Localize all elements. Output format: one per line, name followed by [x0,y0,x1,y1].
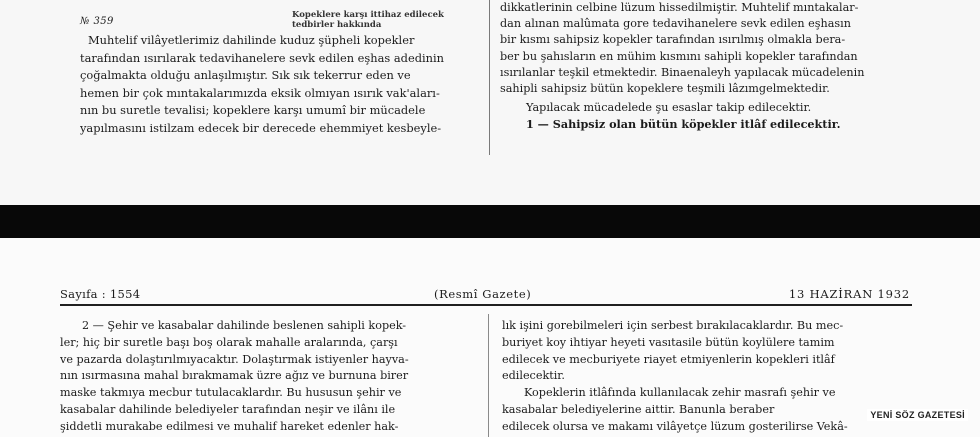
text-line: yapılmasını istilzam edecek bir derecede ehemmiyet kesbeyle- [80,120,442,135]
subject-line: tedbirler hakkında [292,20,382,30]
black-separator-band [0,205,980,238]
top-left-column [80,6,480,137]
text-line: sahipli sahipsiz bütün kopeklere teşmili lâzımgelmektedir. [500,82,830,96]
text-line: kasabalar belediyelerine aittir. Banunla beraber [502,402,775,416]
text-line: nın bu suretle tevalisi; kopeklere karşı umumî bir mücadele [80,103,426,117]
text-line: kasabalar dahilinde belediyeler tarafından neşir ve ilânı ile [60,402,396,416]
top-left-paragraph [80,32,480,137]
text-line: edilecek ve mecburiyete riayet etmiyenlerin kopekleri itlâf [502,352,835,366]
text-line: dikkatlerinin celbine lüzum hissedilmiştir. Muhtelif mıntakalar- [500,1,859,14]
text-line: tarafından ısırılarak tedavihanelere sevk edilen eşhas adedinin [80,50,444,65]
text-line: ısırılanlar teşkil etmektedir. Binaenaleyh yapılacak mücadelenin [500,65,865,79]
text-line: Muhtelif vilâyetlerimiz dahilinde kuduz şüpheli kopekler [88,33,415,47]
text-line: çoğalmakta olduğu anlaşılmıştır. Sık sık tekerrur eden ve [80,68,411,82]
text-line: dan alınan malûmata gore tedavihanelere sevk edilen eşhasın [500,17,851,31]
text-line: şiddetli murakabe edilmesi ve muhalif hareket edenler hak- [60,419,399,433]
bottom-left-paragraph [60,318,470,436]
text-line: ler; hiç bir suretle başı boş olarak mahalle aralarında, çarşı [60,335,398,349]
header-rule [60,304,912,306]
doc-heading [80,6,480,32]
text-line: ve pazarda dolaştırılmıyacaktır. Dolaştırmak istiyenler hayva- [60,352,409,366]
text-line: Kopeklerin itlâfında kullanılacak zehir masrafı şehir ve [524,386,836,400]
gazette-name: (Resmî Gazete) [434,287,532,301]
text-line: ber bu şahısların en mühim kısmını sahipli kopekler tarafından [500,49,858,63]
bottom-right-column [502,318,912,436]
doc-number: № 359 [80,16,114,27]
text-line: bir kısmı sahipsiz kopekler tarafından ısırılmış olmakla bera- [500,33,846,47]
page-number-label: Sayıfa : 1554 [60,287,141,301]
column-divider [489,0,490,155]
issue-date: 13 HAZİRAN 1932 [788,287,910,301]
text-line: nın ısırmasına mahal bırakmamak üzre ağız ve burnuna birer [60,369,409,383]
text-line: buriyet koy ihtiyar heyeti vasıtasile bütün koylülere tamim [502,335,835,349]
text-line: edilecek olursa ve makamı vilâyetçe lüzum gosterilirse Vekâ- [502,419,848,433]
bottom-page-fragment [0,238,980,437]
text-line: hemen bir çok mıntakalarımızda eksik olmıyan ısırık vak'aları- [80,85,440,100]
text-line: maske takmıya mecbur tutulacaklardır. Bu hususun şehir ve [60,386,402,400]
text-line: Yapılacak mücadelede şu esaslar takip edilecektir. [526,101,812,115]
text-line: 2 — Şehir ve kasabalar dahilinde beslenen sahipli kopek- [82,319,407,332]
text-line: edilecektir. [502,369,565,383]
doc-subject [292,10,444,30]
top-right-paragraph [500,0,875,133]
subject-line: Kopeklere karşı ittihaz edilecek [292,10,444,20]
bottom-left-column [60,318,470,436]
text-line: lık işini gorebilmeleri için serbest bırakılacaklardır. Bu mec- [502,319,844,332]
page-header [60,287,910,303]
top-scan-fragment [0,0,980,205]
bottom-right-paragraph [502,318,912,436]
watermark-logo: YENİ SÖZ GAZETESİ [867,409,968,421]
text-line: 1 — Sahipsiz olan bütün köpekler itlâf edilecektir. [526,117,841,132]
top-right-column [500,0,875,133]
column-divider [488,314,489,437]
